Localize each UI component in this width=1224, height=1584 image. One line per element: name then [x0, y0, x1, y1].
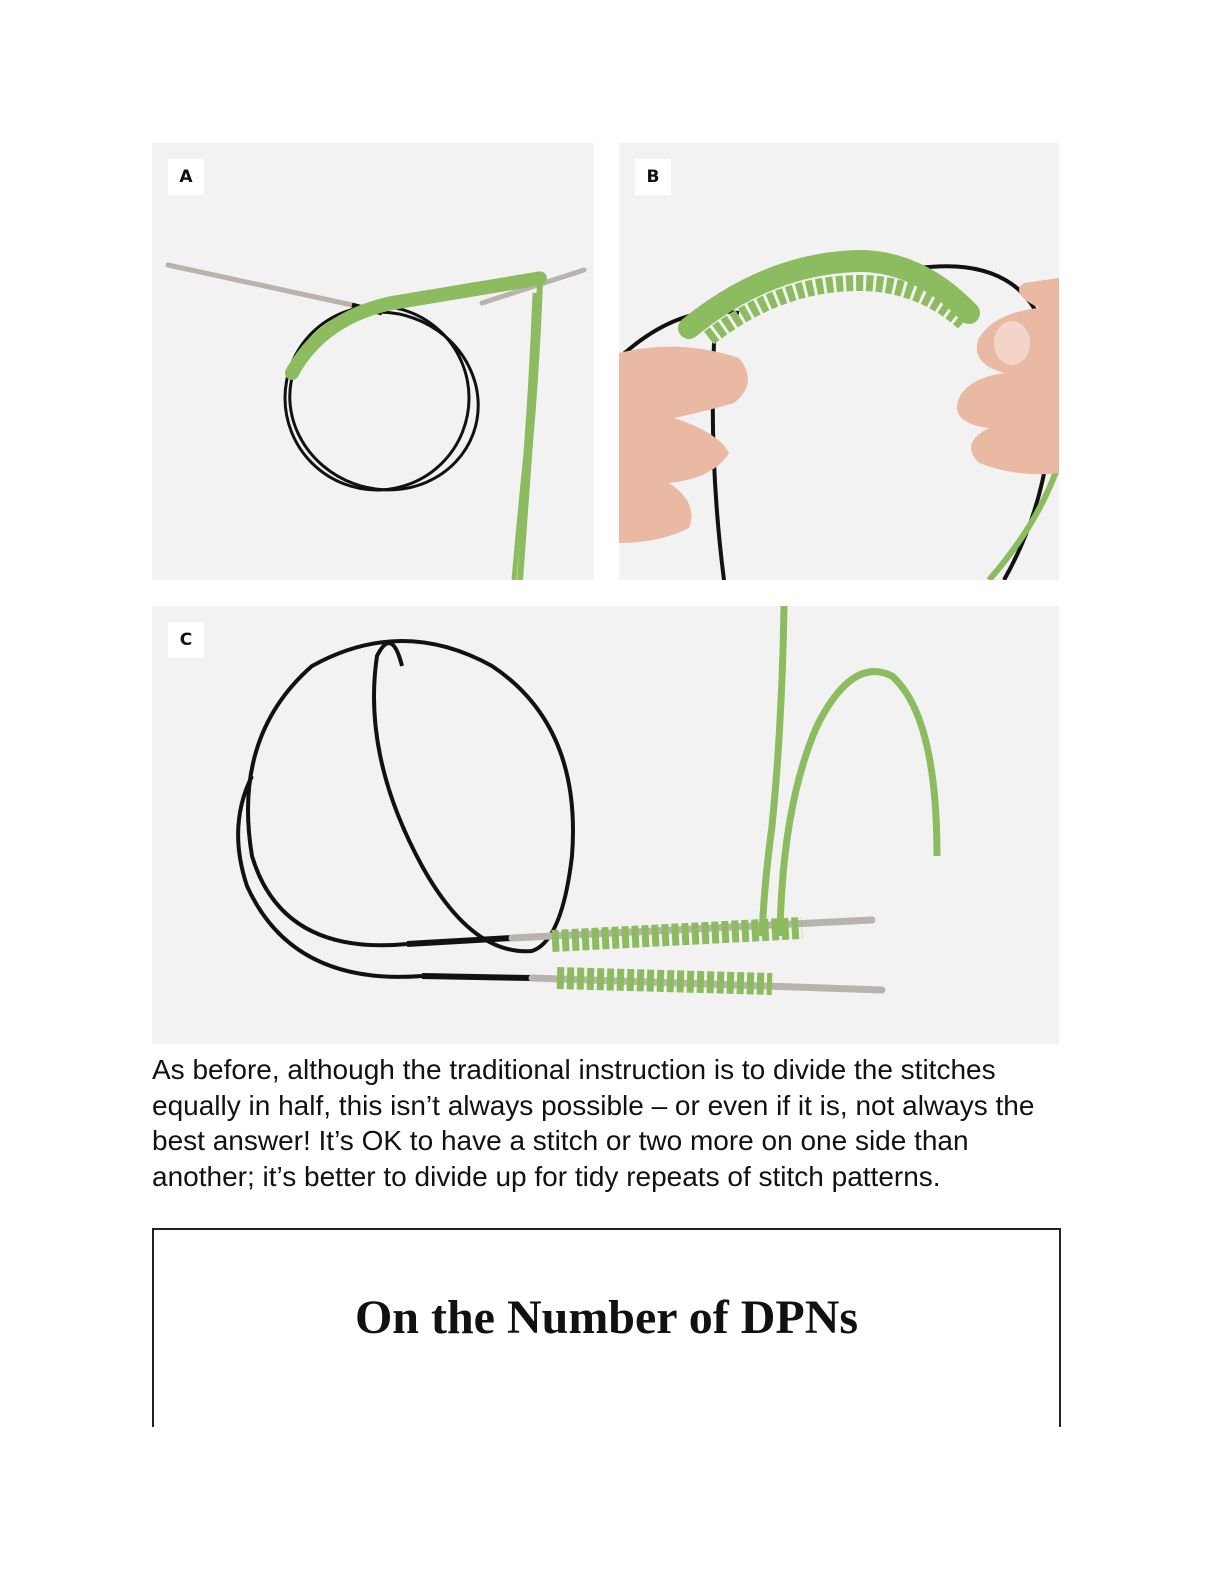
photo-label: C [168, 622, 204, 658]
sidebar-box [152, 1228, 1061, 1427]
circular-needle-cast-on-illustration [152, 143, 594, 580]
photo-label: A [168, 159, 204, 195]
photo-a [152, 143, 594, 580]
photo-label: B [635, 159, 671, 195]
hands-dividing-stitches-illustration [619, 143, 1059, 580]
sidebar-title: On the Number of DPNs [354, 1291, 859, 1344]
body-paragraph: As before, although the traditional instruction is to divide the stitches equally in half, this isn’t always possible – or even if it is, not always the best answer! It’s OK to have a stitch or two more on one side than another; it’s better to divide up for tidy repeats of stitch patterns. [152, 1054, 1035, 1192]
photo-b [619, 143, 1059, 580]
photo-c [152, 606, 1059, 1044]
two-needle-tips-stitches-illustration [152, 606, 1059, 1044]
